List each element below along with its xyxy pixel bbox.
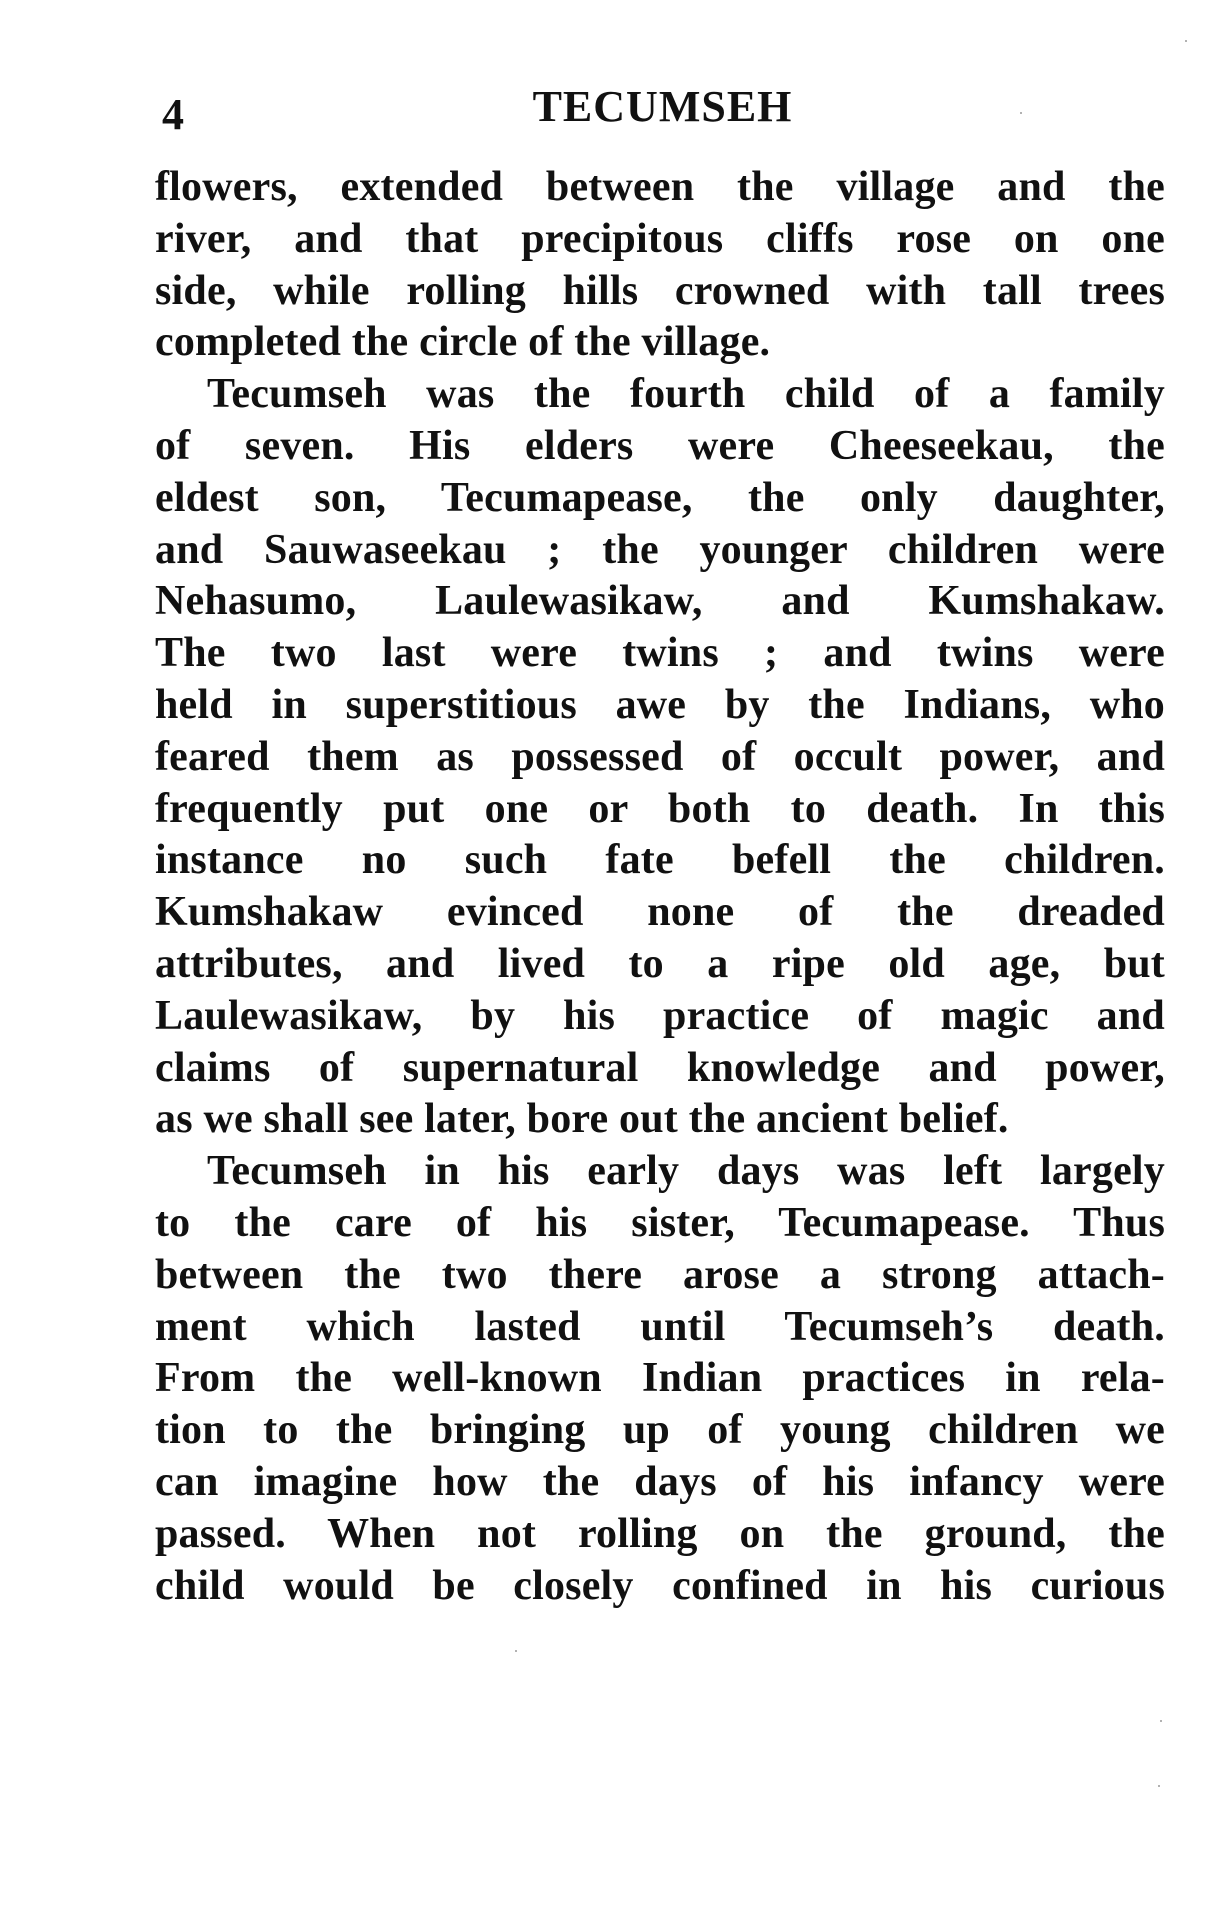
scan-speck xyxy=(1158,1785,1160,1787)
text-line: The two last were twins ; and twins were xyxy=(155,630,1165,677)
text-line: tion to the bringing up of young children we xyxy=(155,1407,1165,1454)
text-line: passed. When not rolling on the ground, the xyxy=(155,1510,1165,1557)
text-line: to the care of his sister, Tecumapease. Thus xyxy=(155,1199,1165,1246)
text-line: of seven. His elders were Cheeseekau, the xyxy=(155,422,1165,469)
text-line: Kumshakaw evinced none of the dreaded xyxy=(155,889,1165,936)
scan-speck xyxy=(515,1650,517,1652)
text-line: From the well-known Indian practices in rela- xyxy=(155,1355,1165,1402)
text-line: completed the circle of the village. xyxy=(155,319,771,366)
text-line: side, while rolling hills crowned with tall trees xyxy=(155,267,1165,314)
text-line: frequently put one or both to death. In this xyxy=(155,785,1165,832)
text-line: child would be closely confined in his curious xyxy=(155,1562,1165,1609)
text-line: feared them as possessed of occult power, and xyxy=(155,733,1165,780)
text-line: can imagine how the days of his infancy were xyxy=(155,1458,1165,1505)
text-line: attributes, and lived to a ripe old age, but xyxy=(155,940,1165,987)
text-line: ment which lasted until Tecumseh’s death. xyxy=(155,1303,1165,1350)
text-line: Tecumseh was the fourth child of a family xyxy=(207,371,1165,418)
text-line: river, and that precipitous cliffs rose on one xyxy=(155,215,1165,262)
scan-speck xyxy=(1020,112,1022,114)
text-line: as we shall see later, bore out the ancient belief. xyxy=(155,1096,1009,1143)
body-text xyxy=(155,162,1165,1612)
text-line: eldest son, Tecumapease, the only daughter, xyxy=(155,474,1165,521)
scan-speck xyxy=(1160,1720,1162,1722)
text-line: between the two there arose a strong attach- xyxy=(155,1251,1165,1298)
text-line: Nehasumo, Laulewasikaw, and Kumshakaw. xyxy=(155,578,1165,625)
text-line: Tecumseh in his early days was left largely xyxy=(207,1148,1165,1195)
text-line: held in superstitious awe by the Indians, who xyxy=(155,681,1165,728)
text-line: Laulewasikaw, by his practice of magic and xyxy=(155,992,1165,1039)
text-line: instance no such fate befell the children. xyxy=(155,837,1165,884)
running-head xyxy=(160,82,1165,142)
scan-speck xyxy=(1185,40,1187,42)
text-line: and Sauwaseekau ; the younger children were xyxy=(155,526,1165,573)
page-number: 4 xyxy=(162,90,184,139)
text-line: claims of supernatural knowledge and power, xyxy=(155,1044,1165,1091)
text-line: flowers, extended between the village and the xyxy=(155,164,1165,210)
running-title: TECUMSEH xyxy=(532,82,793,131)
